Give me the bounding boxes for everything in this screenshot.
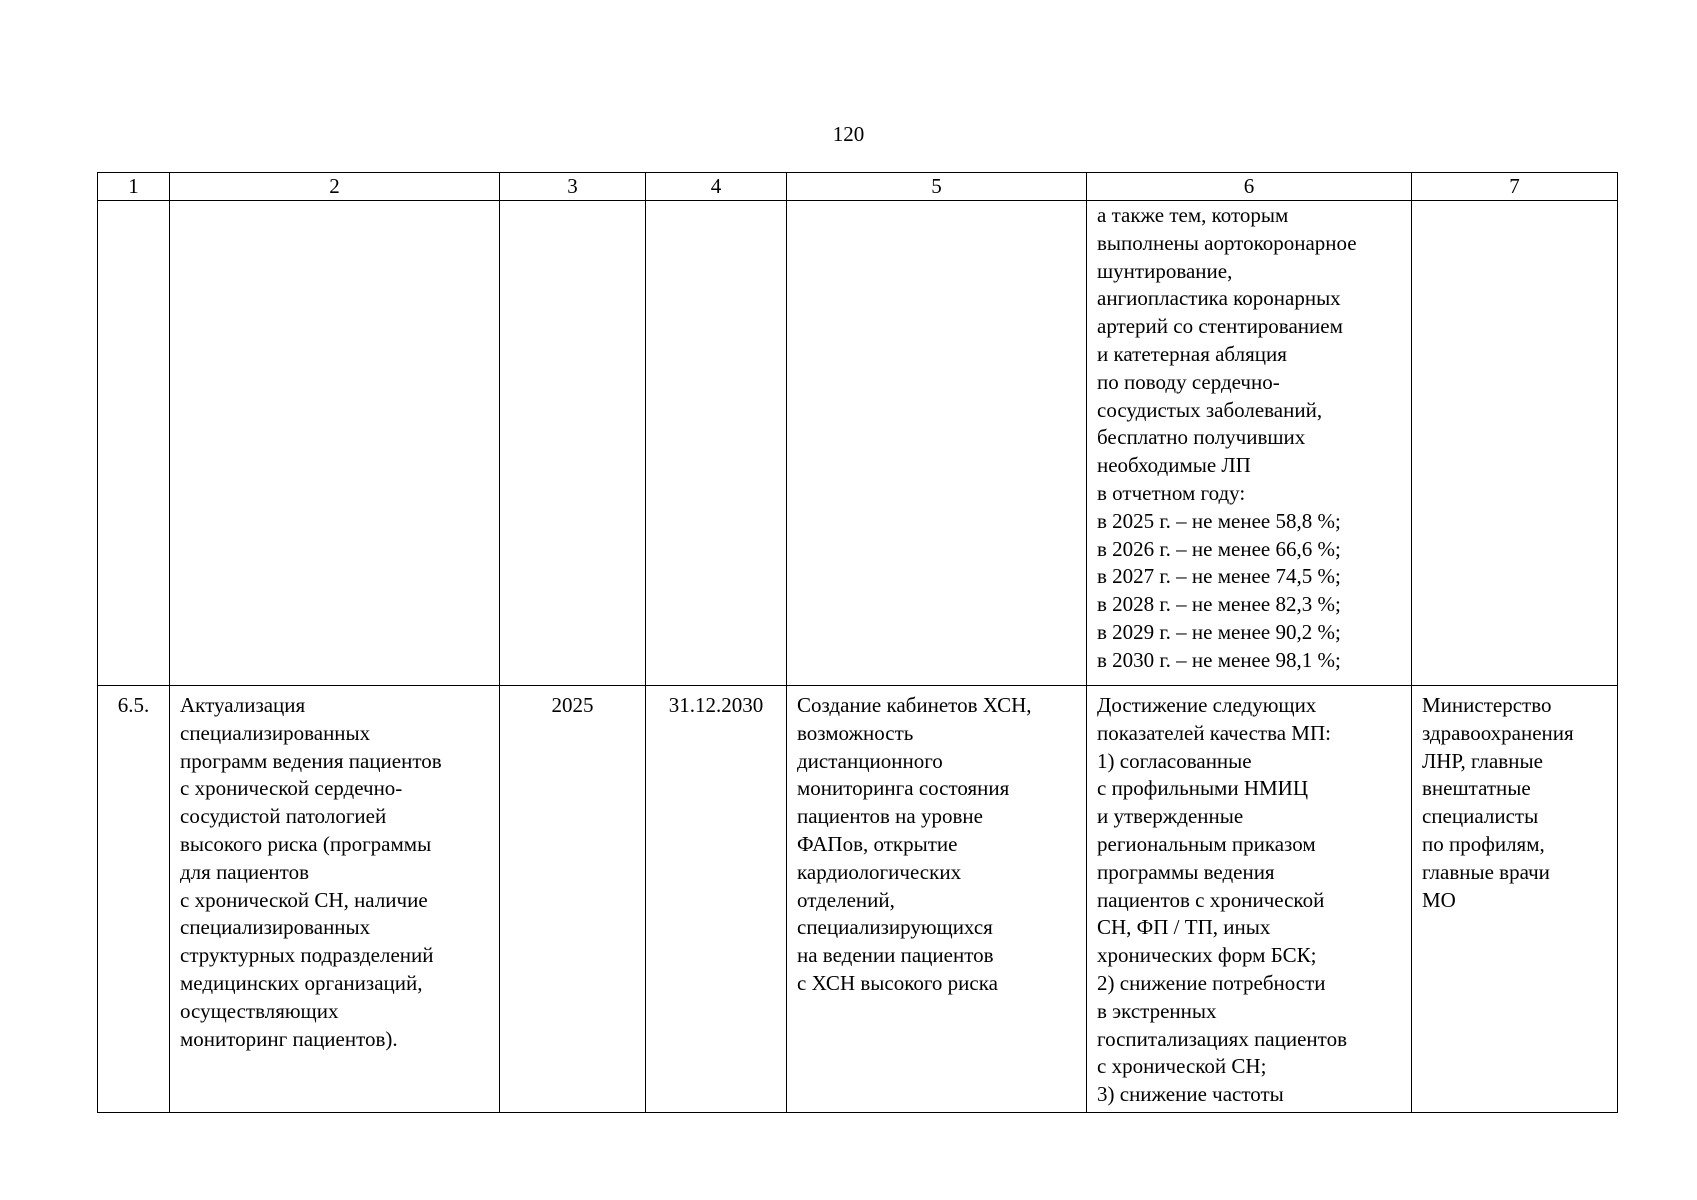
table-row	[98, 686, 1618, 1113]
cell-description: Создание кабинетов ХСН, возможность дистанционного мониторинга состояния пациентов на уровне ФАПов, открытие кардиологических отделений, специализирующихся на ведении пациентов с ХСН высокого риска	[787, 686, 1087, 1113]
cell-indicators: а также тем, которым выполнены аортокоронарное шунтирование, ангиопластика коронарных артерий со стентированием и катетерная абляция по поводу сердечно- сосудистых заболеваний, бесплатно получивших необходимые ЛП в отчетном году: в 2025 г. – не менее 58,8 %; в 2026 г. – не менее 66,6 %; в 2027 г. – не менее 74,5 %; в 2028 г. – не менее 82,3 %; в 2029 г. – не менее 90,2 %; в 2030 г. – не менее 98,1 %;	[1087, 201, 1412, 686]
cell-measure	[170, 201, 500, 686]
cell-number	[98, 201, 170, 686]
page-number: 120	[832, 122, 865, 146]
cell-responsible: Министерство здравоохранения ЛНР, главные внештатные специалисты по профилям, главные врачи МО	[1412, 686, 1618, 1113]
cell-responsible	[1412, 201, 1618, 686]
cell-end-date: 31.12.2030	[646, 686, 787, 1113]
header-cell: 4	[646, 173, 787, 201]
header-cell: 7	[1412, 173, 1618, 201]
cell-description	[787, 201, 1087, 686]
cell-end-date	[646, 201, 787, 686]
header-cell: 5	[787, 173, 1087, 201]
table-row	[98, 201, 1618, 686]
table-header-row	[98, 173, 1618, 201]
cell-indicators: Достижение следующих показателей качества МП: 1) согласованные с профильными НМИЦ и утвержденные региональным приказом программы ведения пациентов с хронической СН, ФП / ТП, иных хронических форм БСК; 2) снижение потребности в экстренных госпитализациях пациентов с хронической СН; 3) снижение частоты	[1087, 686, 1412, 1113]
cell-number: 6.5.	[98, 686, 170, 1113]
header-cell: 3	[500, 173, 646, 201]
header-cell: 6	[1087, 173, 1412, 201]
header-cell: 1	[98, 173, 170, 201]
cell-measure: Актуализация специализированных программ ведения пациентов с хронической сердечно- сосудистой патологией высокого риска (программы для пациентов с хронической СН, наличие специализированных структурных подразделений медицинских организаций, осуществляющих мониторинг пациентов).	[170, 686, 500, 1113]
measures-table	[97, 172, 1618, 1113]
header-cell: 2	[170, 173, 500, 201]
cell-start-year: 2025	[500, 686, 646, 1113]
cell-start-year	[500, 201, 646, 686]
